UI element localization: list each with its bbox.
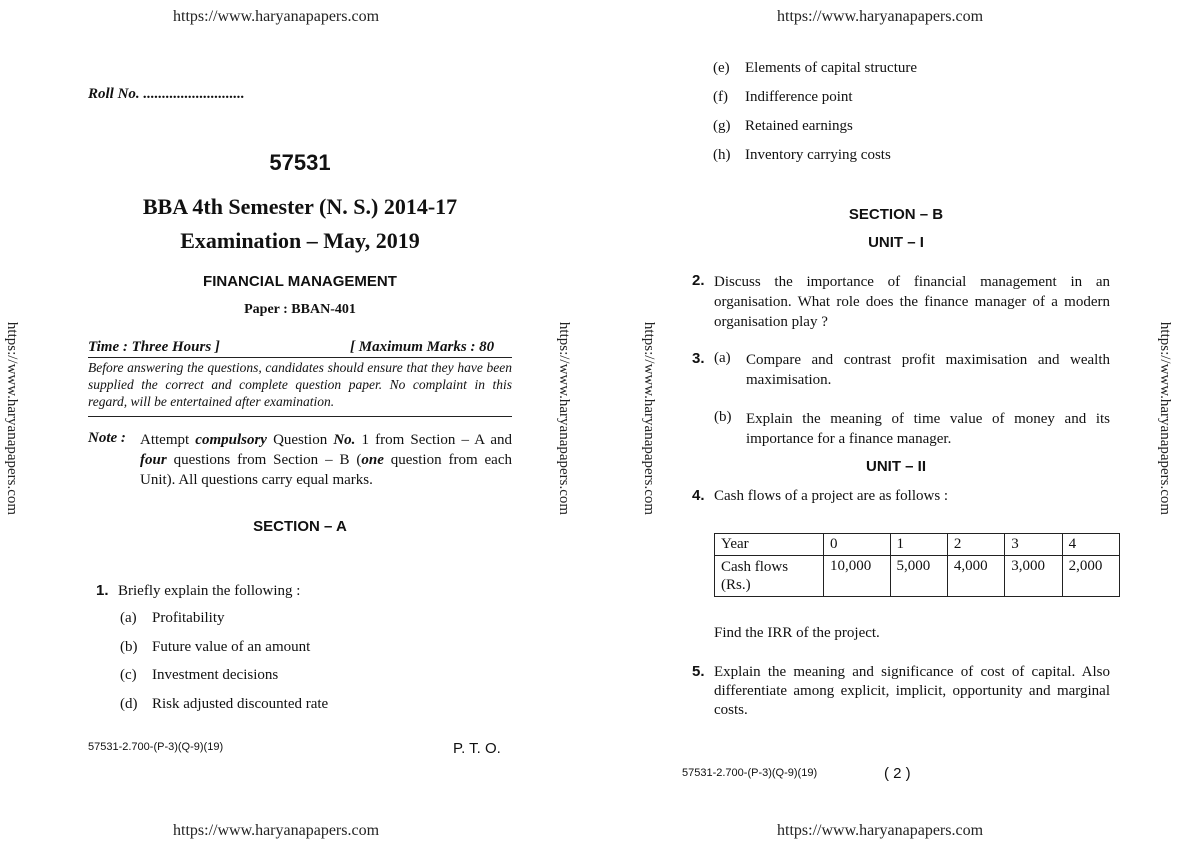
- rule-top: [88, 357, 512, 358]
- roll-number-field: Roll No. ...........................: [88, 86, 245, 102]
- question-4-text: Cash flows of a project are as follows :: [714, 488, 949, 504]
- table-header-cell: 0: [824, 534, 891, 556]
- table-cell: 4,000: [947, 556, 1004, 597]
- page-number: ( 2 ): [884, 765, 911, 782]
- q1-item-h: (h) Inventory carrying costs: [713, 147, 891, 163]
- please-turn-over: P. T. O.: [453, 740, 501, 757]
- watermark-url-vertical-left-inner: https://www.haryanapapers.com: [556, 321, 573, 516]
- table-header-cell: Year: [715, 534, 824, 556]
- table-cell: 3,000: [1005, 556, 1062, 597]
- watermark-url-vertical-right-inner: https://www.haryanapapers.com: [641, 321, 658, 516]
- question-3a-text: Compare and contrast profit maximisation and wealth maximisation.: [746, 352, 1110, 388]
- course-title: BBA 4th Semester (N. S.) 2014-17: [142, 194, 458, 219]
- watermark-url-top-left: https://www.haryanapapers.com: [173, 8, 380, 25]
- note-text: Attempt compulsory Question No. 1 from Section – A and four questions from Section – B (one question from each Unit). All questions carry equal marks.: [140, 432, 513, 488]
- q1-item-g: (g) Retained earnings: [713, 118, 853, 134]
- q1-item-e: (e) Elements of capital structure: [713, 60, 918, 76]
- question-5-text: Explain the meaning and significance of cost of capital. Also differentiate among explicit, implicit, opportunity and marginal costs.: [714, 664, 1110, 718]
- watermark-url-bottom-left: https://www.haryanapapers.com: [173, 822, 380, 839]
- section-b-heading: SECTION – B: [848, 206, 944, 223]
- q1-item-c: (c) Investment decisions: [120, 667, 279, 683]
- q1-item-a: (a) Profitability: [120, 610, 225, 626]
- paper-number: Paper : BBAN-401: [244, 302, 356, 317]
- instruction-text: Before answering the questions, candidates should ensure that they have been supplied the correct and complete question paper. No complaint in this regard, will be entertained after examination.: [88, 360, 512, 409]
- unit-2-heading: UNIT – II: [865, 458, 926, 475]
- paper-code: 57531: [269, 150, 331, 175]
- q1-item-b: (b) Future value of an amount: [120, 639, 311, 655]
- watermark-url-top-right: https://www.haryanapapers.com: [777, 8, 984, 25]
- question-1-number: 1.: [96, 582, 109, 599]
- rule-bottom: [88, 416, 512, 417]
- watermark-url-bottom-right: https://www.haryanapapers.com: [777, 822, 984, 839]
- question-3b-label: (b): [714, 409, 732, 425]
- table-header-cell: 3: [1005, 534, 1062, 556]
- table-header-row: [715, 534, 1120, 556]
- section-a-heading: SECTION – A: [253, 518, 347, 535]
- table-header-cell: 2: [947, 534, 1004, 556]
- question-4-number: 4.: [692, 487, 705, 504]
- table-cell: 5,000: [890, 556, 947, 597]
- question-1: [96, 582, 300, 600]
- question-5-number: 5.: [692, 663, 705, 680]
- table-header-cell: 1: [890, 534, 947, 556]
- time-allowed: Time : Three Hours ]: [88, 339, 220, 355]
- table-row: [715, 556, 1120, 597]
- table-cell: 2,000: [1062, 556, 1119, 597]
- subject-title: FINANCIAL MANAGEMENT: [203, 273, 397, 290]
- q1-item-d: (d) Risk adjusted discounted rate: [120, 696, 329, 712]
- q1-item-f: (f) Indifference point: [713, 89, 853, 105]
- table-row-label: Cash flows (Rs.): [715, 556, 824, 597]
- unit-1-heading: UNIT – I: [868, 234, 924, 251]
- question-3a-label: (a): [714, 350, 731, 366]
- footer-code-right: 57531-2.700-(P-3)(Q-9)(19): [682, 767, 818, 779]
- exam-title: Examination – May, 2019: [180, 228, 420, 253]
- question-4-followup: Find the IRR of the project.: [714, 625, 880, 641]
- note-label: Note :: [88, 430, 126, 446]
- question-3-number: 3.: [692, 350, 705, 367]
- question-2-text: Discuss the importance of financial management in an organisation. What role does the finance manager of a modern organisation play ?: [714, 274, 1110, 330]
- table-cell: 10,000: [824, 556, 891, 597]
- table-header-cell: 4: [1062, 534, 1119, 556]
- watermark-url-vertical-left-outer: https://www.haryanapapers.com: [4, 321, 21, 516]
- question-4: [692, 487, 948, 505]
- question-3b-text: Explain the meaning of time value of money and its importance for a finance manager.: [746, 411, 1110, 447]
- question-1-text: Briefly explain the following :: [118, 583, 301, 599]
- footer-code-left: 57531-2.700-(P-3)(Q-9)(19): [88, 741, 224, 753]
- maximum-marks: [ Maximum Marks : 80: [350, 339, 495, 355]
- right-page: [600, 0, 1200, 849]
- cash-flow-table: [714, 533, 1120, 597]
- watermark-url-vertical-right-outer: https://www.haryanapapers.com: [1157, 321, 1174, 516]
- question-2-number: 2.: [692, 272, 705, 289]
